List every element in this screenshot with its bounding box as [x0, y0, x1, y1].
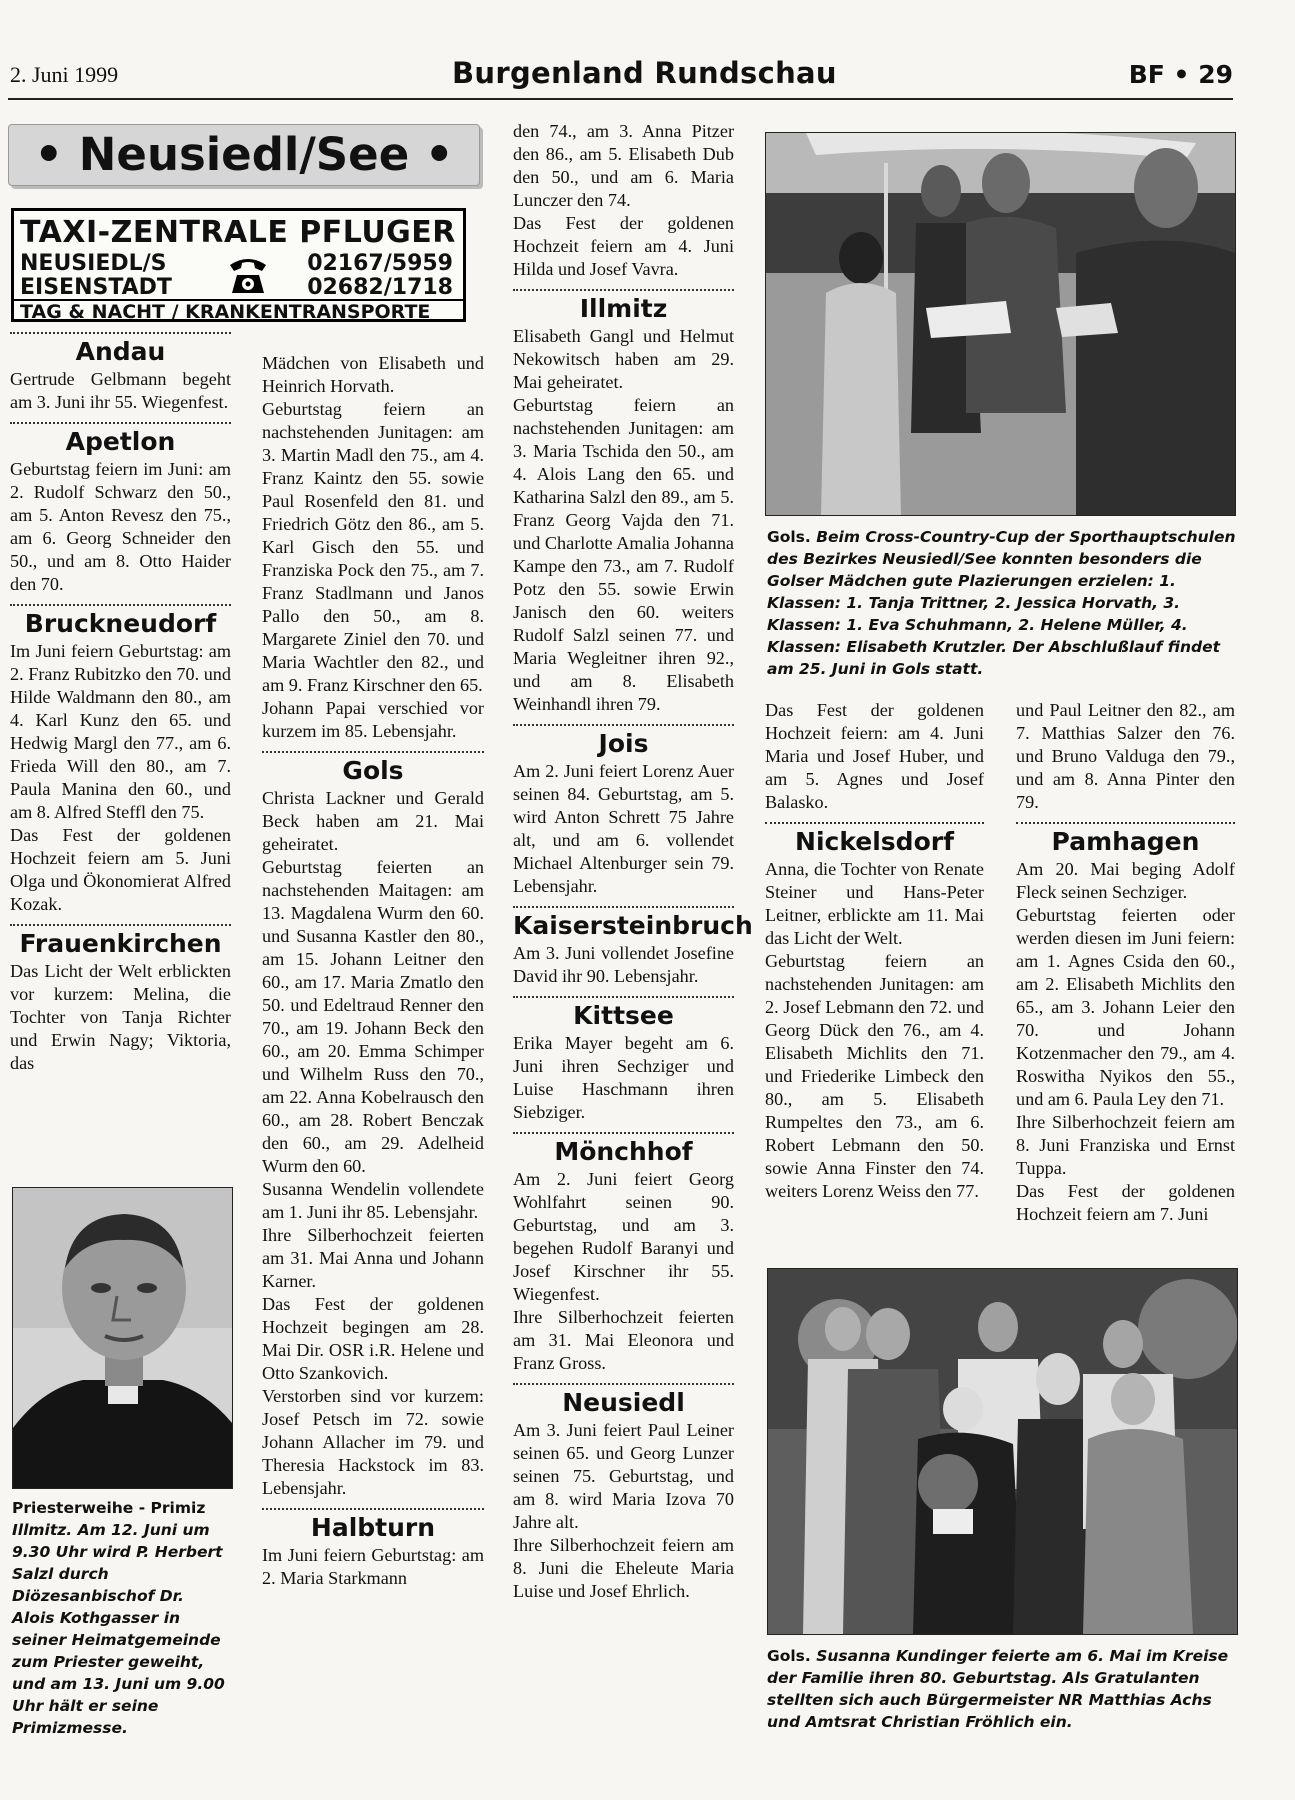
portrait-photo [12, 1187, 233, 1489]
text-pamhagen-2: Geburtstag feierten oder werden diesen im Juni feiern: am 1. Agnes Csida den 60., am 2. Elisabeth Michlits den 65., am 3. Johann Leier den 70. und Johann Kotzenmacher den 79., am 4. Roswitha Nyikos den 55., und am 6. Paula Ley den 71. [1016, 905, 1235, 1109]
priest-portrait-image [13, 1188, 232, 1488]
text-neusiedl-1: Am 3. Juni feiert Paul Leiner seinen 65. und Georg Lunzer seinen 75. Geburtstag, und am 8. wird Maria Izova 70 Jahre alt. [513, 1420, 734, 1532]
ad-number-1: 02167/5959 [307, 251, 453, 276]
text-gols-1: Christa Lackner und Gerald Beck haben am 21. Mai geheiratet. [262, 788, 484, 854]
sports-event-photo [765, 132, 1236, 516]
heading-pamhagen: Pamhagen [1051, 827, 1200, 856]
divider [513, 1383, 734, 1385]
divider [10, 924, 231, 926]
heading-apetlon: Apetlon [65, 427, 176, 456]
text-frauenkirchen: Das Licht der Welt erblickten vor kurzem: Melina, die Tochter von Tanja Richter und Erwin Nagy; Viktoria, das [10, 961, 231, 1073]
text-pamhagen-1: Am 20. Mai beging Adolf Fleck seinen Sechziger. [1016, 859, 1235, 902]
region-title: • Neusiedl/See • [8, 124, 480, 186]
heading-bruckneudorf: Bruckneudorf [24, 609, 217, 638]
family-photo-caption [767, 1645, 1237, 1733]
divider [513, 996, 734, 998]
text-illmitz-1: Elisabeth Gangl und Helmut Nekowitsch haben am 29. Mai geheiratet. [513, 326, 734, 392]
heading-halbturn: Halbturn [310, 1513, 436, 1542]
heading-nickelsdorf: Nickelsdorf [795, 827, 954, 856]
divider [765, 822, 984, 824]
divider [513, 724, 734, 726]
text-illmitz-2: Geburtstag feiern an nachstehenden Junitagen: am 3. Maria Tschida den 50., am 4. Alois Lang den 65. und Katharina Salzl den 89., am 5. Franz Georg Vajda den 71. und Charlotte Amalia Johanna Kampe den 73., am 7. Rudolf Potz den 55. sowie Erwin Janisch den 60. weiters Rudolf Salzl seinen 77. und Maria Wegleitner ihren 92., und am 8. Elisabeth Weinhandl ihren 79. [513, 395, 734, 714]
caption-text: Susanna Kundinger feierte am 6. Mai im Kreise der Familie ihren 80. Geburtstag. Als Gratulanten stellten sich auch Bürgermeister NR Matthias Achs und Amtsrat Christian Fröhlich ein. [767, 1647, 1229, 1731]
column-3 [513, 120, 753, 1603]
text-moenchhof-1: Am 2. Juni feiert Georg Wohlfahrt seinen 90. Geburtstag, und am 3. begehen Rudolf Baranyi und Josef Kirschner ihr 55. Wiegenfest. [513, 1169, 734, 1304]
cross-country-photo-image [766, 133, 1235, 515]
caption-text: Beim Cross-Country-Cup der Sporthauptschulen des Bezirkes Neusiedl/See konnten besonders die Golser Mädchen gute Plazierungen erzielen: 1. Klassen: 1. Tanja Trittner, 2. Jessica Horvath, 3. Klassen: 1. Eva Schuhmann, 2. Helene Müller, 4. Klassen: Elisabeth Krutzler. Der Abschlußlauf findet am 25. Juni in Gols statt. [767, 528, 1236, 678]
divider [10, 604, 231, 606]
divider [10, 422, 231, 424]
family-photo [767, 1268, 1238, 1635]
text-gols-4: Ihre Silberhochzeit feierten am 31. Mai Anna und Johann Karner. [262, 1225, 484, 1291]
heading-gols: Gols [342, 756, 404, 785]
ad-footer: TAG & NACHT / KRANKENTRANSPORTE [14, 299, 463, 323]
page-number: BF • 29 [1128, 60, 1233, 89]
divider [262, 1508, 484, 1510]
portrait-caption [12, 1497, 231, 1739]
header-rule [8, 98, 1233, 100]
divider [1016, 822, 1235, 824]
text-apetlon: Geburtstag feiern im Juni: am 2. Rudolf Schwarz den 50., am 5. Anton Revesz den 75., am 6. Georg Schneider den 50., und am 8. Otto Haider den 70. [10, 459, 231, 594]
text-verstorben-frauenkirchen: Johann Papai verschied vor kurzem im 85. Lebensjahr. [262, 698, 484, 741]
text-halbturn-cont: den 74., am 3. Anna Pitzer den 86., am 5. Elisabeth Dub den 50., und am 6. Maria Lunczer den 74. [513, 121, 734, 210]
column-5 [1016, 699, 1235, 1226]
caption-lead: Gols. [767, 528, 811, 546]
newspaper-title: Burgenland Rundschau [452, 56, 837, 90]
text-andau: Gertrude Gelbmann begeht am 3. Juni ihr 55. Wiegenfest. [10, 369, 231, 412]
ad-number-2: 02682/1718 [307, 275, 453, 300]
heading-illmitz: Illmitz [579, 294, 668, 323]
text-halbturn: Im Juni feiern Geburtstag: am 2. Maria Starkmann [262, 1545, 484, 1588]
ad-place-1: NEUSIEDL/S [20, 251, 167, 276]
text-nickelsdorf-cont: und Paul Leitner den 82., am 7. Matthias Salzer den 76. und Bruno Valduga den 79., und am 8. Anna Pinter den 79. [1016, 700, 1235, 812]
divider [513, 1132, 734, 1134]
text-neusiedl-2: Ihre Silberhochzeit feiern am 8. Juni die Eheleute Maria Luise und Josef Ehrlich. [513, 1535, 734, 1601]
divider [262, 751, 484, 753]
heading-kaisersteinbruch: Kaisersteinbruch [513, 911, 753, 940]
text-kaisersteinbruch: Am 3. Juni vollendet Josefine David ihr 90. Lebensjahr. [513, 943, 734, 986]
text-nickelsdorf-2: Geburtstag feiern an nachstehenden Junitagen: am 2. Josef Lebmann den 72. und Georg Dück den 76., am 4. Elisabeth Michlits den 71. und Friederike Limbeck den 80., am 5. Elisabeth Rumpeltes den 73., am 6. Robert Lebmann den 50. sowie Anna Finster den 74. weiters Lorenz Weiss den 77. [765, 951, 984, 1201]
text-nickelsdorf-1: Anna, die Tochter von Renate Steiner und Hans-Peter Leitner, erblickte am 11. Mai das Licht der Welt. [765, 859, 984, 948]
text-bruckneudorf-2: Das Fest der goldenen Hochzeit feiern am 5. Juni Olga und Ökonomierat Alfred Kozak. [10, 825, 231, 914]
page-header [0, 0, 1295, 102]
divider [10, 332, 231, 334]
issue-date: 2. Juni 1999 [10, 62, 119, 87]
ad-place-2: EISENSTADT [20, 275, 172, 300]
heading-andau: Andau [75, 337, 166, 366]
divider [513, 289, 734, 291]
heading-frauenkirchen: Frauenkirchen [19, 929, 222, 958]
column-2 [262, 352, 484, 1590]
text-kittsee: Erika Mayer begeht am 6. Juni ihren Sechziger und Luise Haschmann ihren Siebziger. [513, 1033, 734, 1122]
text-frauenkirchen-cont: Mädchen von Elisabeth und Heinrich Horvath. [262, 353, 484, 396]
text-gols-6: Verstorben sind vor kurzem: Josef Petsch im 72. sowie Johann Allacher im 79. und Theresia Hackstock im 83. Lebensjahr. [262, 1386, 484, 1498]
heading-kittsee: Kittsee [573, 1001, 674, 1030]
text-gols-5: Das Fest der goldenen Hochzeit begingen am 28. Mai Dir. OSR i.R. Helene und Otto Szankovich. [262, 1294, 484, 1383]
heading-moenchhof: Mönchhof [554, 1137, 693, 1166]
caption-lead: Gols. [767, 1647, 811, 1665]
text-bruckneudorf: Im Juni feiern Geburtstag: am 2. Franz Rubitzko den 70. und Hilde Waldmann den 80., am 4. Karl Kunz den 65. und Hedwig Margl den 77., am 6. Frieda Will den 80., am 7. Paula Manina den 60., und am 8. Alfred Steffl den 75. [10, 641, 231, 822]
caption-text: Illmitz. Am 12. Juni um 9.30 Uhr wird P. Herbert Salzl durch Diözesanbischof Dr. Alois Kothgasser in seiner Heimatgemeinde zum Priester geweiht, und am 13. Juni um 9.00 Uhr hält er seine Primizmesse. [12, 1521, 225, 1737]
text-gols-2: Geburtstag feierten an nachstehenden Maitagen: am 13. Magdalena Wurm den 60. und Susanna Kastler den 80., am 15. Johann Leitner den 60., am 17. Maria Zmatlo den 50. und Edeltraud Renner den 70., am 19. Johann Beck den 60., am 20. Emma Schimper und Wilhelm Russ den 70., am 22. Anna Kobelrausch den 60., am 28. Robert Benczak den 60., am 29. Adelheid Wurm den 60. [262, 857, 484, 1176]
text-neusiedl-cont: Das Fest der goldenen Hochzeit feiern: am 4. Juni Maria und Josef Huber, und am 5. Agnes und Josef Balasko. [765, 700, 984, 812]
text-moenchhof-2: Ihre Silberhochzeit feierten am 31. Mai Eleonora und Franz Gross. [513, 1307, 734, 1373]
divider [513, 906, 734, 908]
text-gols-3: Susanna Wendelin vollendete am 1. Juni ihr 85. Lebensjahr. [262, 1179, 484, 1222]
ad-title: TAXI-ZENTRALE PFLUGER [20, 215, 456, 250]
sports-photo-caption [767, 526, 1237, 680]
taxi-advertisement [11, 208, 466, 322]
text-pamhagen-3: Ihre Silberhochzeit feiern am 8. Juni Franziska und Ernst Tuppa. [1016, 1112, 1235, 1178]
text-geburtstag-frauenkirchen: Geburtstag feiern an nachstehenden Junitagen: am 3. Martin Madl den 75., am 4. Franz Kaintz den 55. sowie Paul Rosenfeld den 81. und Friedrich Götz den 86., am 5. Karl Gisch den 55. und Franziska Pock den 75., am 7. Franz Stadlmann und Janos Pallo den 50., am 8. Margarete Ziniel den 70. und Maria Wachtler den 82., und am 9. Franz Kirschner den 65. [262, 399, 484, 695]
birthday-group-photo-image [768, 1269, 1237, 1634]
heading-jois: Jois [598, 729, 649, 758]
column-1 [10, 332, 231, 1075]
column-4 [765, 699, 984, 1203]
telephone-icon [228, 253, 268, 295]
caption-lead: Priesterweihe - Primiz [12, 1499, 206, 1517]
text-halbturn-hochzeit: Das Fest der goldenen Hochzeit feiern am 4. Juni Hilda und Josef Vavra. [513, 213, 734, 279]
text-pamhagen-4: Das Fest der goldenen Hochzeit feiern am 7. Juni [1016, 1181, 1235, 1224]
heading-neusiedl: Neusiedl [562, 1388, 685, 1417]
text-jois: Am 2. Juni feiert Lorenz Auer seinen 84. Geburtstag, am 5. wird Anton Schrett 75 Jahre alt, und am 6. vollendet Michael Altenburger sein 79. Lebensjahr. [513, 761, 734, 896]
